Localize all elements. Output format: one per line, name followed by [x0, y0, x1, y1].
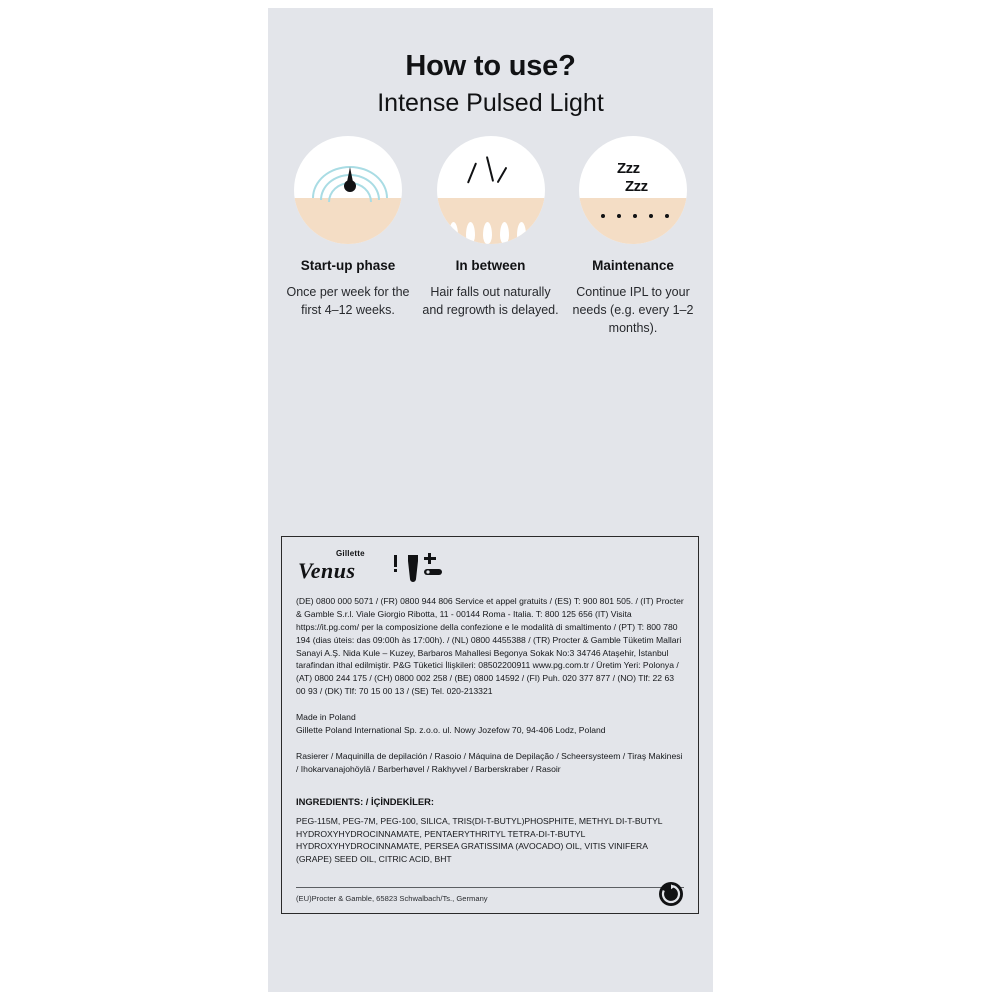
skin-shape — [579, 198, 687, 244]
step-description: Once per week for the first 4–12 weeks. — [286, 285, 410, 318]
page-title: How to use? — [405, 50, 576, 82]
razor-icon — [388, 553, 448, 587]
skin-shape — [294, 198, 402, 244]
follicle-dot — [601, 214, 605, 218]
sleeping-follicle-icon — [579, 136, 687, 244]
step-name: In between — [455, 258, 526, 273]
header — [268, 50, 713, 118]
eu-responsible-person-text: (EU)Procter & Gamble, 65823 Schwalbach/Ts., Germany — [296, 887, 684, 903]
follicle — [517, 222, 526, 244]
step-start-up-phase — [278, 136, 418, 337]
ingredients-title: INGREDIENTS: / İÇİNDEKİLER: — [296, 795, 435, 807]
product-names-text: Rasierer / Maquinilla de depilación / Rasoio / Máquina de Depilação / Scheersysteem / Tiraş Makinesi / Ihokarvanajohöylä / Barberhøvel / Rakhyvel / Barberskraber / Rasoir — [296, 750, 683, 774]
zzz-text-lower: Zzz — [625, 178, 648, 195]
follicle — [483, 222, 492, 244]
step-description: Hair falls out naturally and regrowth is delayed. — [422, 285, 559, 318]
follicle-dot — [665, 214, 669, 218]
step-description: Continue IPL to your needs (e.g. every 1–2 months). — [572, 285, 694, 336]
steps-row — [278, 136, 703, 337]
hair-drop-icon — [344, 180, 356, 192]
recycle-icon — [658, 881, 684, 907]
manufacturing-info — [296, 711, 684, 737]
company-address-text: Gillette Poland International Sp. z.o.o. ul. Nowy Jozefow 70, 94-406 Lodz, Poland — [296, 725, 606, 736]
brand-gillette-label: Gillette — [336, 549, 365, 558]
ipl-pulse-icon — [294, 136, 402, 244]
step-name: Maintenance — [592, 258, 674, 273]
hair-strand — [496, 167, 507, 184]
brand-venus-label: Venus — [298, 558, 356, 583]
legal-info-box — [281, 536, 699, 914]
follicle — [500, 222, 509, 244]
follicle-dot — [633, 214, 637, 218]
step-in-between — [421, 136, 561, 337]
contact-details-text: (DE) 0800 000 5071 / (FR) 0800 944 806 Service et appel gratuits / (ES) T: 900 801 505. / (IT) Procter & Gamble S.r.l. Viale Giorgio Ribotta, 11 - 00144 Roma - Italia. T: 800 125 656 (IT) Visita https://it.pg.com/ per la composizione della confezione e le modalità di smaltimento / (PT) T: 800 780 194 (dias úteis: das 09:00h às 17:00h). / (NL) 0800 4455388 / (TR) Procter & Gamble Tüketim Mallari Sanayi A.Ş. Nida Kule – Kuzey, Barbaros Mahallesi Begonya Sokak No:3 34746 Ataşehir, İstanbul tarafindan ithal edilmiştir. P&G Tüketici İlişkileri: 08502200911 www.pg.com.tr / Üretim Yeri: Polonya / (AT) 0800 244 175 / (CH) 0800 002 258 / (BE) 0800 14592 / (FI) Puh. 020 377 877 / (NO) Tlf: 22 63 00 93 / (DK) Tlf: 70 15 00 13 / (SE) Tel. 020-213321 — [296, 596, 684, 697]
package-panel — [268, 8, 713, 992]
follicle — [449, 222, 458, 244]
hair-strand — [485, 156, 493, 182]
zzz-text-upper: Zzz — [617, 160, 640, 177]
follicle-dot — [649, 214, 653, 218]
step-maintenance — [563, 136, 703, 337]
follicle — [466, 222, 475, 244]
hair-strand — [466, 162, 476, 183]
ingredients-list: PEG-115M, PEG-7M, PEG-100, SILICA, TRIS(DI-T-BUTYL)PHOSPHITE, METHYL DI-T-BUTYL HYDROXYHYDROCINNAMATE, PENTAERYTHRITYL TETRA-DI-T-BUTYL HYDROXYHYDROCINNAMATE, PERSEA GRATISSIMA (AVOCADO) OIL, VITIS VINIFERA (GRAPE) SEED OIL, CITRIC ACID, BHT — [296, 815, 663, 865]
hair-falling-icon — [437, 136, 545, 244]
page-subtitle: Intense Pulsed Light — [377, 89, 604, 118]
brand-lockup — [296, 549, 684, 593]
follicle-dot — [617, 214, 621, 218]
made-in-text: Made in Poland — [296, 712, 356, 723]
step-name: Start-up phase — [300, 258, 396, 273]
